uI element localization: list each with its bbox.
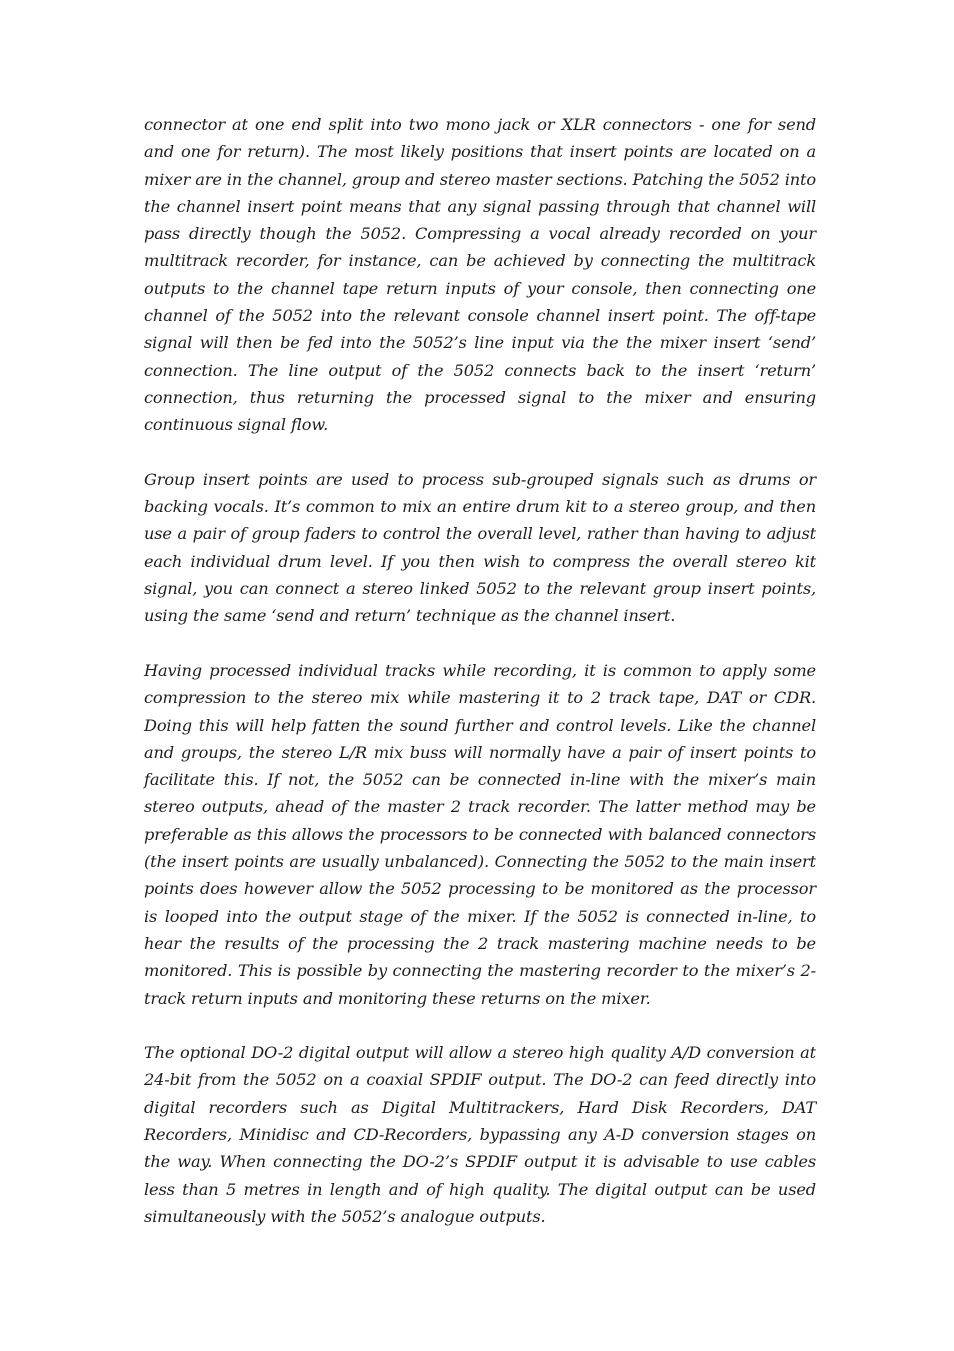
paragraph-digital-output: The optional DO-2 digital output will allow a stereo high quality A/D conversion at 24-bit from the 5052 on a coaxial SPDIF output. The DO-2 can feed directly into digital recorders such as Digital Multitrackers, Hard Disk Recorders, DAT Recorders, Minidisc and CD-Recorders, bypassing any A-D conversion stages on the way. When connecting the DO-2’s SPDIF output it is advisable to use cables less than 5 metres in length and of high quality. The digital output can be used simultaneously with the 5052’s analogue outputs. (144, 1043, 816, 1226)
paragraph-stereo-mastering: Having processed individual tracks while recording, it is common to apply some compression to the stereo mix while mastering it to 2 track tape, DAT or CDR. Doing this will help fatten the sound further and control levels. Like the channel and groups, the stereo L/R mix buss will normally have a pair of insert points to facilitate this. If not, the 5052 can be connected in-line with the mixer’s main stereo outputs, ahead of the master 2 track recorder. The latter method may be preferable as this allows the processors to be connected with balanced connectors (the insert points are usually unbalanced). Connecting the 5052 to the main insert points does however allow the 5052 processing to be monitored as the processor is looped into the output stage of the mixer. If the 5052 is connected in-line, to hear the results of the processing the 2 track mastering machine needs to be monitored. This is possible by connecting the mastering recorder to the mixer’s 2-track return inputs and monitoring these returns on the mixer. (144, 660, 816, 1008)
paragraph-insert-connections: connector at one end split into two mono jack or XLR connectors - one for send and one for return). The most likely positions that insert points are located on a mixer are in the channel, group and stereo master sections. Patching the 5052 into the channel insert point means that any signal passing through that channel will pass directly though the 5052. Compressing a vocal already recorded on your multitrack recorder, for instance, can be achieved by connecting the multitrack outputs to the channel tape return inputs of your console, then connecting one channel of the 5052 into the relevant console channel insert point. The off-tape signal will then be fed into the 5052’s line input via the the mixer insert ‘send’ connection. The line output of the 5052 connects back to the insert ‘return’ connection, thus returning the processed signal to the mixer and ensuring continuous signal flow. (144, 115, 816, 435)
paragraph-group-inserts: Group insert points are used to process sub-grouped signals such as drums or backing vocals. It’s common to mix an entire drum kit to a stereo group, and then use a pair of group faders to control the overall level, rather than having to adjust each individual drum level. If you then wish to compress the overall stereo kit signal, you can connect a stereo linked 5052 to the relevant group insert points, using the same ‘send and return’ technique as the channel insert. (144, 469, 816, 626)
document-page (144, 111, 816, 1257)
